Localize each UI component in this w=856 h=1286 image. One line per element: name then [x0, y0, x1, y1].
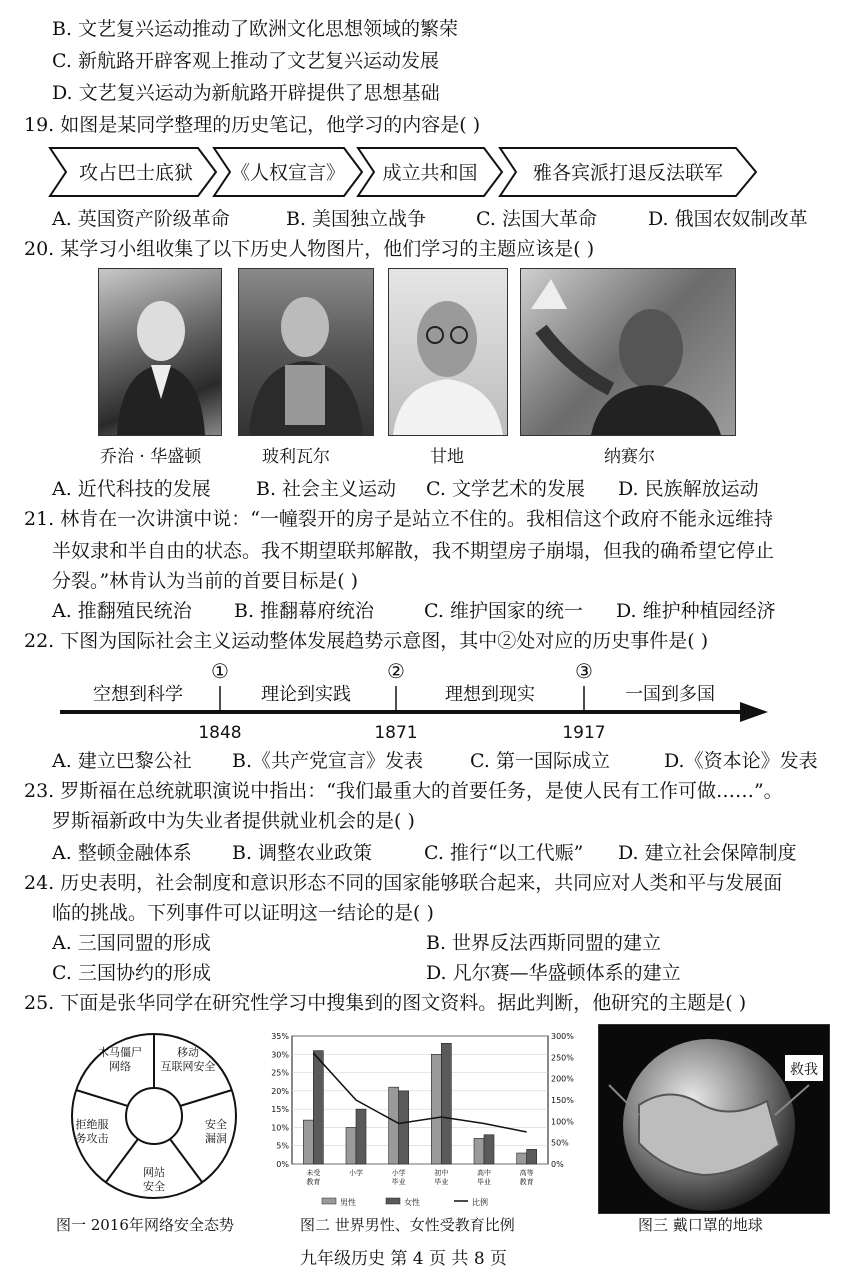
- chart-ytick-left: 5%: [276, 1141, 289, 1151]
- q19-step-1: 攻占巴士底狱: [78, 162, 194, 184]
- chart-bar-male: [517, 1153, 527, 1164]
- q22-stem: 22. 下图为国际社会主义运动整体发展趋势示意图，其中②处对应的历史事件是( ): [24, 630, 709, 652]
- q22-option-d: D.《资本论》发表: [664, 750, 818, 772]
- chart-ytick-left: 10%: [271, 1123, 289, 1133]
- chart-bar-female: [356, 1109, 366, 1164]
- fig1-ring-diagram: [56, 1026, 246, 1206]
- q20-option-a: A. 近代科技的发展: [52, 478, 211, 500]
- chart-ytick-right: 250%: [551, 1053, 574, 1063]
- chart-legend-swatch: [386, 1198, 400, 1204]
- q21-option-d: D. 维护种植园经济: [616, 600, 776, 622]
- q24-option-b: B. 世界反法西斯同盟的建立: [426, 932, 662, 954]
- chart-ytick-left: 35%: [271, 1032, 289, 1041]
- chart-ytick-left: 20%: [271, 1086, 289, 1096]
- chart-ytick-left: 30%: [271, 1050, 289, 1060]
- q24-line-2: 临的挑战。下列事件可以证明这一结论的是( ): [52, 902, 434, 924]
- q21-option-c: C. 维护国家的统一: [424, 600, 583, 622]
- chart-ytick-right: 200%: [551, 1074, 574, 1084]
- chart-bar-female: [313, 1051, 323, 1164]
- nasser-photo: [520, 268, 736, 436]
- q20-option-d: D. 民族解放运动: [618, 478, 759, 500]
- q22-option-a: A. 建立巴黎公社: [52, 750, 192, 772]
- chart-bar-female: [484, 1135, 494, 1164]
- fig1-segment-5: 拒绝服务攻击: [75, 1118, 109, 1145]
- caption-nasser: 纳赛尔: [604, 447, 655, 467]
- q18-option-b: B. 文艺复兴运动推动了欧洲文化思想领域的繁荣: [52, 18, 459, 40]
- chart-xtick: 高等教育: [519, 1169, 534, 1186]
- stage-1: 空想到科学: [93, 684, 183, 705]
- chart-xtick: 小学: [349, 1169, 363, 1177]
- q19-option-b: B. 美国独立战争: [286, 208, 427, 230]
- q23-line-2: 罗斯福新政中为失业者提供就业机会的是( ): [52, 810, 415, 832]
- q19-step-4: 雅各宾派打退反法联军: [532, 162, 724, 184]
- q24-line-1: 24. 历史表明，社会制度和意识形态不同的国家能够联合起来，共同应对人类和平与发展面: [24, 872, 783, 894]
- stage-2: 理论到实践: [261, 684, 351, 705]
- chart-plot-area: [292, 1036, 548, 1164]
- fig3-masked-earth-photo: [598, 1024, 830, 1214]
- q19-stem: 19. 如图是某同学整理的历史笔记，他学习的内容是( ): [24, 114, 481, 136]
- q21-option-b: B. 推翻幕府统治: [234, 600, 375, 622]
- chart-legend-swatch: [322, 1198, 336, 1204]
- chart-legend-label: 女性: [404, 1198, 420, 1207]
- q19-option-a: A. 英国资产阶级革命: [52, 208, 230, 230]
- bolivar-portrait: [238, 268, 374, 436]
- chart-ytick-right: 300%: [551, 1032, 574, 1041]
- chart-bar-female: [441, 1043, 451, 1164]
- q23-option-b: B. 调整农业政策: [232, 842, 373, 864]
- q23-option-d: D. 建立社会保障制度: [618, 842, 797, 864]
- chart-bar-male: [346, 1127, 356, 1164]
- q22-option-b: B.《共产党宣言》发表: [232, 750, 424, 772]
- caption-gandhi: 甘地: [430, 447, 464, 467]
- chart-ytick-right: 0%: [551, 1160, 564, 1169]
- q25-stem: 25. 下面是张华同学在研究性学习中搜集到的图文资料。据此判断，他研究的主题是( ): [24, 992, 747, 1014]
- fig1-segment-2: 移动互联网安全: [160, 1046, 216, 1073]
- q21-line-1: 21. 林肯在一次讲演中说：“一幢裂开的房子是站立不住的。我相信这个政府不能永远维持: [24, 508, 773, 530]
- chart-legend-label: 男性: [340, 1198, 356, 1207]
- q23-option-c: C. 推行“以工代赈”: [424, 842, 584, 864]
- fig1-segment-3: 安全漏洞: [205, 1118, 227, 1145]
- q22-option-c: C. 第一国际成立: [470, 750, 610, 772]
- q21-line-3: 分裂。”林肯认为当前的首要目标是( ): [52, 570, 359, 592]
- marker-2: ②: [387, 659, 405, 683]
- q23-line-1: 23. 罗斯福在总统就职演说中指出：“我们最重大的首要任务，是使人民有工作可做……”。: [24, 780, 783, 802]
- chart-ytick-right: 150%: [551, 1096, 574, 1105]
- q22-timeline: [54, 658, 774, 744]
- gandhi-portrait: [388, 268, 508, 436]
- chart-legend-label: 比例: [472, 1198, 488, 1207]
- chart-bar-male: [474, 1138, 484, 1164]
- q19-option-c: C. 法国大革命: [476, 208, 597, 230]
- chart-xtick: 小学毕业: [391, 1169, 406, 1186]
- marker-3: ③: [575, 659, 593, 683]
- fig2-education-chart: [258, 1026, 590, 1210]
- chart-xtick: 初中毕业: [434, 1169, 449, 1186]
- chart-bar-female: [399, 1091, 409, 1164]
- stage-4: 一国到多国: [625, 684, 715, 705]
- chart-ytick-right: 50%: [551, 1138, 569, 1148]
- q19-step-3: 成立共和国: [382, 162, 478, 184]
- chart-xtick: 未受教育: [306, 1169, 321, 1186]
- q24-option-d: D. 凡尔赛—华盛顿体系的建立: [426, 962, 681, 984]
- caption-bolivar: 玻利瓦尔: [262, 447, 330, 467]
- q24-option-a: A. 三国同盟的形成: [52, 932, 211, 954]
- q18-option-c: C. 新航路开辟客观上推动了文艺复兴运动发展: [52, 50, 439, 72]
- fig3-caption: 图三 戴口罩的地球: [638, 1216, 763, 1234]
- q19-flow-diagram: [48, 144, 760, 200]
- fig1-caption: 图一 2016年网络安全态势: [56, 1216, 234, 1234]
- fig2-caption: 图二 世界男性、女性受教育比例: [300, 1216, 515, 1234]
- stage-3: 理想到现实: [445, 684, 535, 705]
- page-footer: 九年级历史 第 4 页 共 8 页: [300, 1249, 508, 1269]
- chart-ytick-right: 100%: [551, 1117, 574, 1127]
- q18-option-d: D. 文艺复兴运动为新航路开辟提供了思想基础: [52, 82, 440, 104]
- fig3-label: 救我: [790, 1062, 818, 1078]
- year-1848: 1848: [198, 723, 242, 743]
- chart-ytick-left: 25%: [271, 1068, 289, 1078]
- chart-bar-male: [303, 1120, 313, 1164]
- year-1871: 1871: [374, 723, 418, 743]
- q24-option-c: C. 三国协约的形成: [52, 962, 211, 984]
- chart-ytick-left: 0%: [276, 1160, 289, 1169]
- chart-bar-female: [527, 1149, 537, 1164]
- q21-option-a: A. 推翻殖民统治: [52, 600, 192, 622]
- chart-xtick: 高中毕业: [477, 1169, 491, 1186]
- q21-line-2: 半奴隶和半自由的状态。我不期望联邦解散，我不期望房子崩塌，但我的确希望它停止: [52, 540, 775, 562]
- q23-option-a: A. 整顿金融体系: [52, 842, 192, 864]
- q20-option-c: C. 文学艺术的发展: [426, 478, 585, 500]
- q20-stem: 20. 某学习小组收集了以下历史人物图片，他们学习的主题应该是( ): [24, 238, 595, 260]
- caption-washington: 乔治 · 华盛顿: [100, 447, 202, 467]
- q19-step-2: 《人权宣言》: [230, 162, 346, 184]
- chart-bar-male: [389, 1087, 399, 1164]
- chart-bar-male: [431, 1054, 441, 1164]
- q19-option-d: D. 俄国农奴制改革: [648, 208, 808, 230]
- year-1917: 1917: [562, 723, 606, 743]
- marker-1: ①: [211, 659, 229, 683]
- q20-option-b: B. 社会主义运动: [256, 478, 397, 500]
- washington-portrait: [98, 268, 222, 436]
- fig1-segment-4: 网站安全: [143, 1166, 165, 1193]
- fig1-segment-1: 木马僵尸网络: [98, 1046, 142, 1073]
- chart-ytick-left: 15%: [271, 1105, 289, 1115]
